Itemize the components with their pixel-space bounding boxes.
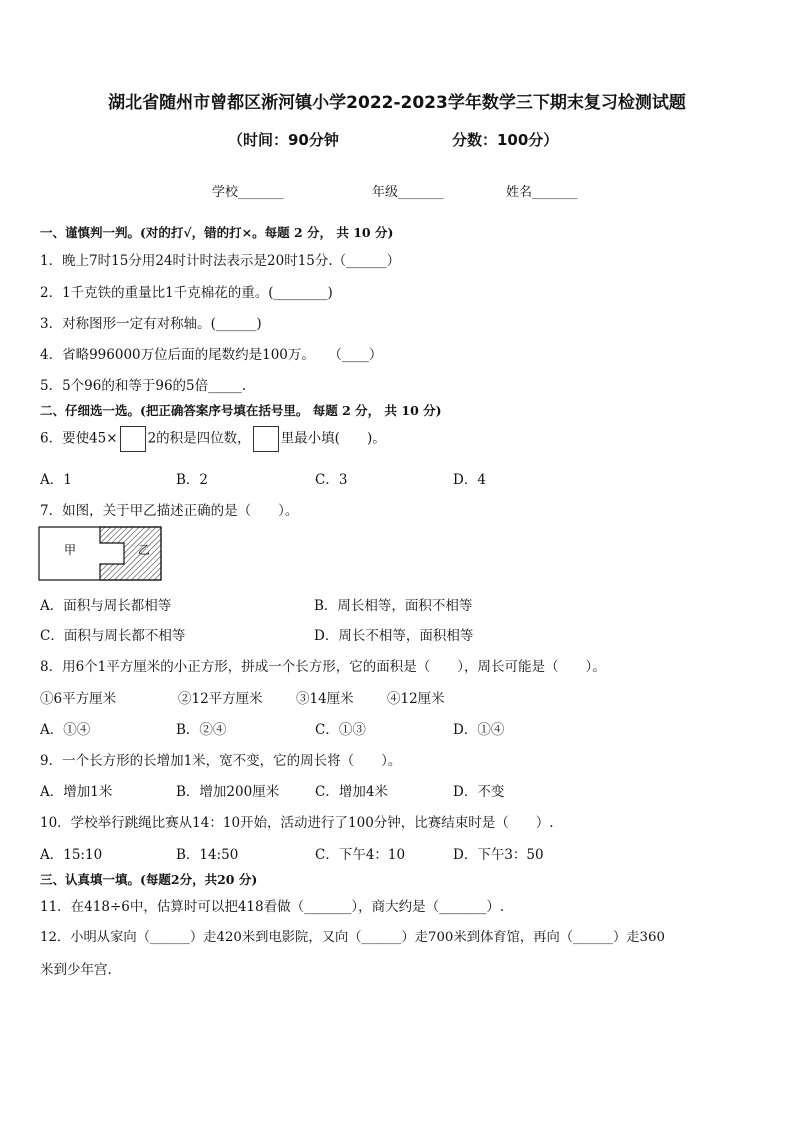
- q8-option-b: B．②④: [176, 722, 227, 738]
- question-6-part-c: 里最小填( )。: [280, 430, 386, 447]
- q8-item-2: ②12平方厘米: [178, 691, 263, 707]
- q8-option-c: C．①③: [315, 722, 366, 738]
- q8-item-1: ①6平方厘米: [40, 691, 117, 707]
- q9-option-c: C．增加4米: [315, 784, 388, 800]
- question-5: 5．5个96的和等于96的5倍_____.: [40, 378, 247, 394]
- section-1-heading: 一、谨慎判一判。(对的打√，错的打×。每题 2 分， 共 10 分): [40, 225, 394, 240]
- question-6-part-a: 6．要使45×: [40, 430, 118, 447]
- q9-option-a: A．增加1米: [40, 784, 113, 800]
- question-12-line-1: 12．小明从家向（______）走420米到电影院，又向（______）走700米到体育馆，再向（______）走360: [40, 930, 665, 945]
- q7-option-b: B．周长相等，面积不相等: [314, 598, 473, 614]
- q6-option-c: C．3: [315, 472, 348, 488]
- q8-item-4: ④12厘米: [387, 691, 445, 707]
- section-3-heading: 三、认真填一填。(每题2分，共20 分): [40, 872, 258, 887]
- question-2: 2．1千克铁的重量比1千克棉花的重。(________): [40, 285, 333, 301]
- question-6: [40, 426, 386, 452]
- question-1: 1．晚上7时15分用24时计时法表示是20时15分.（______）: [40, 253, 401, 269]
- figure-label-jia: 甲: [64, 543, 77, 557]
- question-6-part-b: 2的积是四位数，: [147, 430, 251, 447]
- section-2-heading: 二、仔细选一选。(把正确答案序号填在括号里。 每题 2 分， 共 10 分): [40, 403, 442, 418]
- q10-option-a: A．15:10: [40, 847, 103, 863]
- exam-time: （时间：90分钟: [228, 131, 339, 149]
- q6-option-d: D．4: [453, 472, 486, 488]
- q8-option-d: D．①④: [453, 722, 505, 738]
- q6-option-b: B．2: [176, 472, 209, 488]
- q9-option-b: B．增加200厘米: [176, 784, 280, 800]
- grade-field: 年级_______: [372, 185, 444, 200]
- blank-box: [253, 426, 279, 452]
- question-4: 4．省略996000万位后面的尾数约是100万。 （____）: [40, 347, 383, 363]
- figure-label-yi: 乙: [138, 543, 151, 557]
- question-7: 7．如图，关于甲乙描述正确的是（ ）。: [40, 503, 299, 519]
- question-11: 11．在418÷6中，估算时可以把418看做（_______），商大约是（_______）.: [40, 899, 505, 915]
- question-8: 8．用6个1平方厘米的小正方形，拼成一个长方形，它的面积是（ ），周长可能是（ ）。: [40, 659, 606, 675]
- name-field: 姓名_______: [506, 185, 578, 200]
- q10-option-c: C．下午4：10: [315, 847, 406, 863]
- blank-box: [120, 426, 146, 452]
- school-field: 学校_______: [212, 185, 284, 200]
- q6-option-a: A．1: [40, 472, 72, 488]
- q7-figure: [38, 526, 164, 582]
- q7-option-c: C．面积与周长都不相等: [40, 628, 186, 644]
- question-9: 9．一个长方形的长增加1米，宽不变，它的周长将（ ）。: [40, 753, 402, 769]
- question-3: 3．对称图形一定有对称轴。(______): [40, 316, 262, 332]
- q8-option-a: A．①④: [40, 722, 91, 738]
- question-12-line-2: 米到少年宫.: [40, 962, 112, 978]
- q7-option-d: D．周长不相等，面积相等: [314, 628, 474, 644]
- exam-title: 湖北省随州市曾都区淅河镇小学2022-2023学年数学三下期末复习检测试题: [108, 93, 686, 113]
- q9-option-d: D．不变: [453, 784, 505, 800]
- q10-option-b: B．14:50: [176, 847, 239, 863]
- question-10: 10．学校举行跳绳比赛从14：10开始，活动进行了100分钟，比赛结束时是（ ）.: [40, 815, 554, 831]
- q10-option-d: D．下午3：50: [453, 847, 544, 863]
- exam-score: 分数：100分）: [452, 131, 559, 149]
- q7-option-a: A．面积与周长都相等: [40, 598, 172, 614]
- q8-item-3: ③14厘米: [296, 691, 354, 707]
